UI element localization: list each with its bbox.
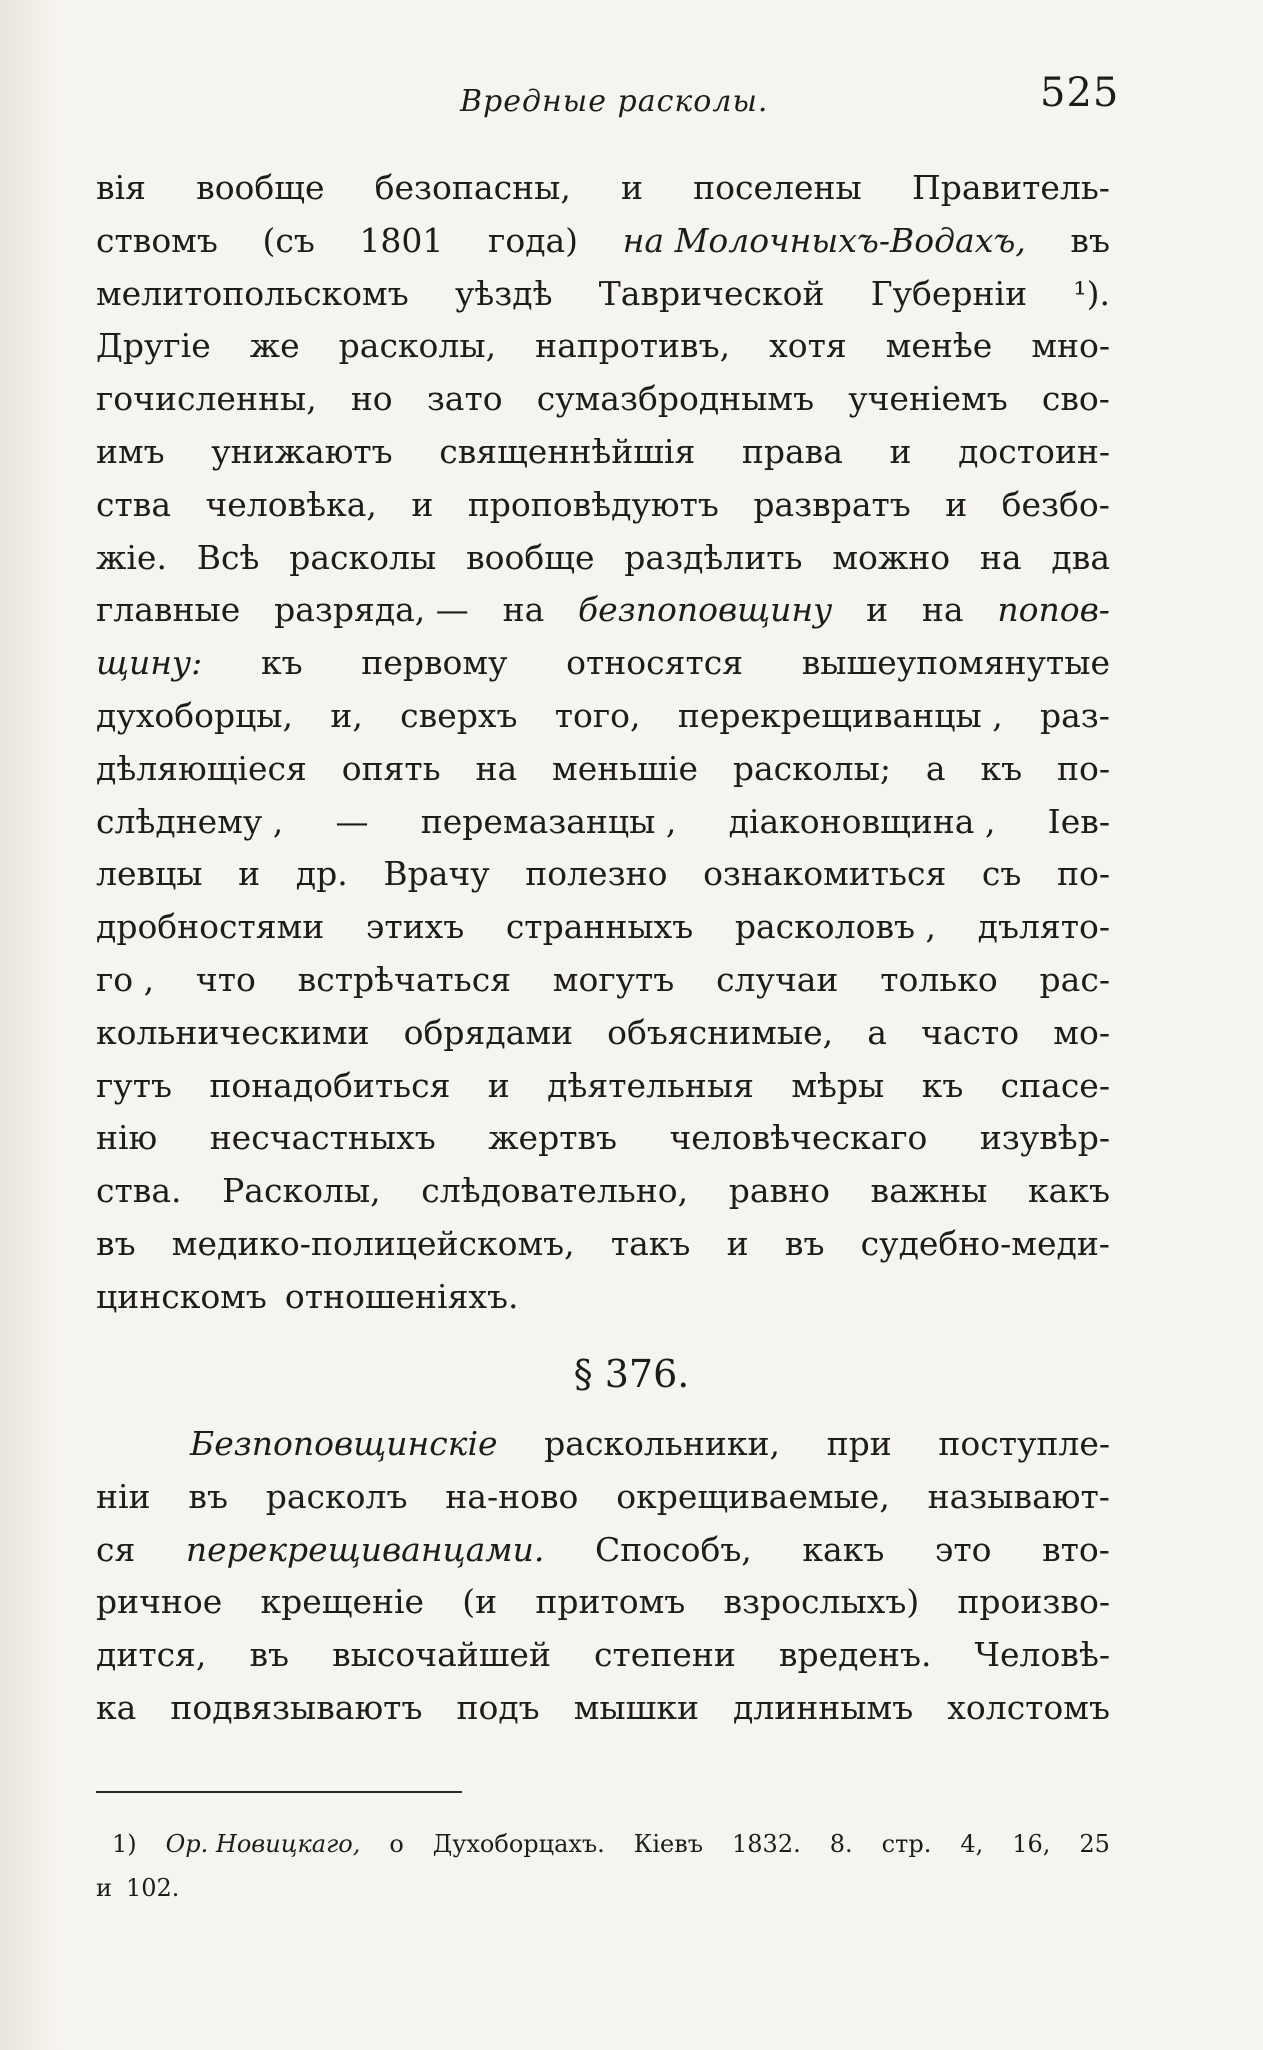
word: ка <box>96 1687 137 1727</box>
word: степени <box>594 1635 736 1675</box>
word: поступле- <box>938 1424 1110 1463</box>
word: левцы <box>96 854 203 894</box>
italic-place-name: на Молочныхъ-Водахъ, <box>622 220 1026 260</box>
text-line <box>96 1007 1110 1060</box>
word: сумазброднымъ <box>536 379 815 419</box>
word: въ <box>96 1223 136 1263</box>
word: но <box>350 379 393 419</box>
word: дълято- <box>977 907 1110 947</box>
word: перекрещиванцы , <box>677 695 1003 735</box>
word: къ <box>980 748 1023 788</box>
word: и <box>866 590 889 630</box>
word: отношеніяхъ. <box>284 1276 519 1316</box>
word: расколы; <box>732 748 891 788</box>
word: изувѣр- <box>979 1118 1110 1158</box>
footnote-number: 1) <box>112 1830 137 1858</box>
page-gutter-shadow <box>0 0 60 2050</box>
word: имъ <box>96 431 165 471</box>
word: по- <box>1056 854 1110 894</box>
text-line <box>96 426 1110 479</box>
word: крещеніе <box>260 1582 425 1622</box>
italic-term: безпоповщину <box>578 590 833 630</box>
italic-term: перекрещиванцами. <box>185 1529 545 1569</box>
word: такъ <box>610 1223 691 1263</box>
word: 1832. <box>732 1830 801 1858</box>
word: а <box>925 748 946 788</box>
word: развратъ <box>753 484 911 524</box>
text-line <box>96 954 1110 1007</box>
word: могутъ <box>552 959 675 999</box>
word: мо- <box>1053 1012 1110 1052</box>
word: главные <box>96 590 241 630</box>
word: окрещиваемые, <box>616 1476 890 1516</box>
word: дѣляющіеся <box>96 748 307 788</box>
word: достоин- <box>958 431 1110 471</box>
word: Человѣ- <box>974 1635 1110 1675</box>
text-line <box>96 1165 1110 1218</box>
word: раздѣлить <box>624 537 803 577</box>
word: Таврической <box>598 273 825 313</box>
text-line <box>96 1524 1110 1577</box>
word: опять <box>341 748 441 788</box>
word: медико-полицейскомъ, <box>171 1223 575 1263</box>
text-line <box>96 1576 1110 1629</box>
text-line <box>96 690 1110 743</box>
body-paragraph <box>96 162 1110 1324</box>
word: расколъ <box>265 1476 408 1516</box>
word: о <box>389 1830 404 1858</box>
word: же <box>249 326 300 366</box>
text-line <box>96 532 1110 585</box>
word: Расколы, <box>222 1171 381 1211</box>
word: на <box>475 748 518 788</box>
word: слѣднему , <box>96 801 284 841</box>
word: мышки <box>573 1687 699 1727</box>
word: расколы <box>289 537 437 577</box>
word: безопасны, <box>374 168 571 207</box>
word: поселены <box>693 168 862 207</box>
text-line <box>96 373 1110 426</box>
word: дѣятельныя <box>547 1065 754 1105</box>
section-heading: § 376. <box>573 1352 690 1396</box>
footnote-line <box>96 1866 1110 1910</box>
word: раз- <box>1039 695 1110 735</box>
text-line <box>96 1271 1110 1324</box>
word: холстомъ <box>947 1687 1110 1727</box>
word: Духоборцахъ. <box>432 1830 605 1858</box>
word: Другіе <box>96 326 211 366</box>
word: (и <box>462 1582 498 1622</box>
word: понадобиться <box>209 1065 451 1105</box>
word: въ <box>1070 220 1110 260</box>
footnote <box>96 1822 1110 1910</box>
italic-author: Ор. Новицкаго, <box>165 1830 361 1858</box>
word: что <box>195 959 256 999</box>
word: Губерніи <box>870 273 1028 313</box>
footnote-divider <box>96 1791 462 1793</box>
text-line <box>96 1112 1110 1165</box>
word: равно <box>728 1171 830 1211</box>
word: обрядами <box>403 1012 573 1052</box>
word: мѣры <box>791 1065 885 1105</box>
word: меньшіе <box>552 748 698 788</box>
word: 16, <box>1012 1830 1051 1858</box>
text-line <box>96 162 1110 215</box>
word: ученіемъ <box>848 379 1008 419</box>
text-line <box>96 584 1110 637</box>
text-line <box>96 743 1110 796</box>
word: къ <box>260 643 303 683</box>
word: зато <box>426 379 503 419</box>
word: на-ново <box>445 1476 579 1516</box>
section-paragraph <box>96 1418 1110 1735</box>
word: встрѣчаться <box>297 959 512 999</box>
word: хотя <box>769 326 847 366</box>
word: и <box>238 854 261 894</box>
footnote-reference: ¹). <box>1073 273 1110 313</box>
word: гочисленны, <box>96 379 317 419</box>
word: съ <box>981 854 1022 894</box>
word: вія <box>96 168 146 207</box>
word: Правитель- <box>911 168 1110 207</box>
word: въ <box>249 1635 290 1675</box>
word: уѣздѣ <box>454 273 553 313</box>
word: кольническими <box>96 1012 370 1052</box>
word: взрослыхъ) <box>723 1582 920 1622</box>
text-line <box>96 1418 1110 1471</box>
word: къ <box>921 1065 964 1105</box>
word: на <box>502 590 545 630</box>
word: длиннымъ <box>733 1687 914 1727</box>
word: только <box>880 959 998 999</box>
word: и <box>411 484 434 524</box>
italic-term: попов- <box>997 590 1110 630</box>
word: менѣе <box>885 326 993 366</box>
word: вышеупомянутые <box>801 643 1110 683</box>
page-number: 525 <box>1040 70 1120 116</box>
word: ричное <box>96 1582 223 1622</box>
word: и <box>620 168 643 207</box>
italic-term: щину: <box>96 643 203 683</box>
word: и, <box>330 695 363 735</box>
word: діаконовщина , <box>728 801 996 841</box>
word: мно- <box>1031 326 1110 366</box>
text-line <box>96 901 1110 954</box>
word: относятся <box>566 643 744 683</box>
word: на <box>979 537 1022 577</box>
word: какъ <box>1028 1171 1110 1211</box>
word: священнѣйшія <box>439 431 696 471</box>
text-line <box>96 848 1110 901</box>
word: часто <box>921 1012 1020 1052</box>
word: странныхъ <box>505 907 694 947</box>
word: при <box>826 1424 892 1463</box>
text-line <box>96 796 1110 849</box>
word: унижаютъ <box>211 431 393 471</box>
word: ствомъ <box>96 220 218 260</box>
footnote-line <box>112 1822 1110 1866</box>
word: первому <box>361 643 508 683</box>
word: и <box>945 484 968 524</box>
text-line <box>96 1471 1110 1524</box>
word: напротивъ, <box>535 326 731 366</box>
italic-term: Безпоповщинскіе <box>190 1424 498 1463</box>
word: вреденъ. <box>778 1635 932 1675</box>
word: года) <box>488 220 579 260</box>
word: безбо- <box>1001 484 1110 524</box>
word: несчастныхъ <box>209 1118 436 1158</box>
text-line <box>96 1218 1110 1271</box>
word: цинскомъ <box>96 1276 267 1316</box>
word: Іев- <box>1047 801 1110 841</box>
word: Способъ, <box>594 1529 752 1569</box>
word: это <box>934 1529 992 1569</box>
word: нію <box>96 1118 158 1158</box>
word: вто- <box>1042 1529 1110 1569</box>
word: мелитопольскомъ <box>96 273 409 313</box>
text-line <box>96 637 1110 690</box>
word: на <box>921 590 964 630</box>
word: называют- <box>927 1476 1110 1516</box>
word: сверхъ <box>400 695 518 735</box>
word: Всѣ <box>196 537 260 577</box>
word: (съ <box>262 220 315 260</box>
word: рас- <box>1039 959 1110 999</box>
word: 1801 <box>359 220 444 260</box>
word: жертвъ <box>488 1118 618 1158</box>
word: 25 <box>1079 1830 1110 1858</box>
word: какъ <box>802 1529 885 1569</box>
word: подвязываютъ <box>170 1687 423 1727</box>
word: жіе. <box>96 537 167 577</box>
word: ся <box>96 1529 136 1569</box>
word: ознакомиться <box>703 854 947 894</box>
word: разряда, — <box>274 590 469 630</box>
word: сво- <box>1041 379 1110 419</box>
word: въ <box>188 1476 228 1516</box>
word: произво- <box>957 1582 1110 1622</box>
text-line <box>96 479 1110 532</box>
word: вообще <box>196 168 325 207</box>
word: расколовъ , <box>734 907 937 947</box>
word: раскольники, <box>544 1424 780 1463</box>
word: ніи <box>96 1476 151 1516</box>
word: 8. <box>829 1830 853 1858</box>
word: духоборцы, <box>96 695 294 735</box>
word: судебно-меди- <box>860 1223 1110 1263</box>
word: высочайшей <box>332 1635 551 1675</box>
text-line <box>96 320 1110 373</box>
word: вообще <box>466 537 595 577</box>
word: подъ <box>456 1687 540 1727</box>
word: можно <box>832 537 951 577</box>
word: проповѣдуютъ <box>467 484 719 524</box>
word: этихъ <box>365 907 465 947</box>
word: и <box>487 1065 510 1105</box>
word: дробностями <box>96 907 325 947</box>
word: Кіевъ <box>633 1830 704 1858</box>
word: и <box>889 431 912 471</box>
word: объяснимые, <box>607 1012 834 1052</box>
word: и <box>726 1223 749 1263</box>
word: притомъ <box>535 1582 686 1622</box>
word: расколы, <box>338 326 497 366</box>
word: го , <box>96 959 155 999</box>
text-line <box>96 1629 1110 1682</box>
word: ства <box>96 484 171 524</box>
word: по- <box>1056 748 1110 788</box>
word: важны <box>870 1171 988 1211</box>
word: права <box>741 431 843 471</box>
word: два <box>1051 537 1110 577</box>
text-line <box>96 215 1110 268</box>
word: случаи <box>716 959 839 999</box>
word: — <box>335 801 369 841</box>
word: др. <box>295 854 348 894</box>
text-line <box>96 1060 1110 1113</box>
word: 4, <box>960 1830 984 1858</box>
word: и <box>96 1874 112 1902</box>
word: гутъ <box>96 1065 172 1105</box>
word: 102. <box>126 1874 180 1902</box>
text-line <box>96 1682 1110 1735</box>
word: въ <box>784 1223 825 1263</box>
word: ства. <box>96 1171 182 1211</box>
word: человѣка, <box>205 484 377 524</box>
word: перемазанцы , <box>420 801 677 841</box>
word: Врачу <box>383 854 490 894</box>
word: стр. <box>881 1830 932 1858</box>
word: того, <box>554 695 641 735</box>
word: слѣдовательно, <box>421 1171 689 1211</box>
word: полезно <box>525 854 668 894</box>
word: дится, <box>96 1635 207 1675</box>
word: спасе- <box>1000 1065 1110 1105</box>
word: человѣческаго <box>669 1118 928 1158</box>
running-title: Вредные расколы. <box>460 84 769 119</box>
text-line <box>96 268 1110 321</box>
word: а <box>867 1012 887 1052</box>
